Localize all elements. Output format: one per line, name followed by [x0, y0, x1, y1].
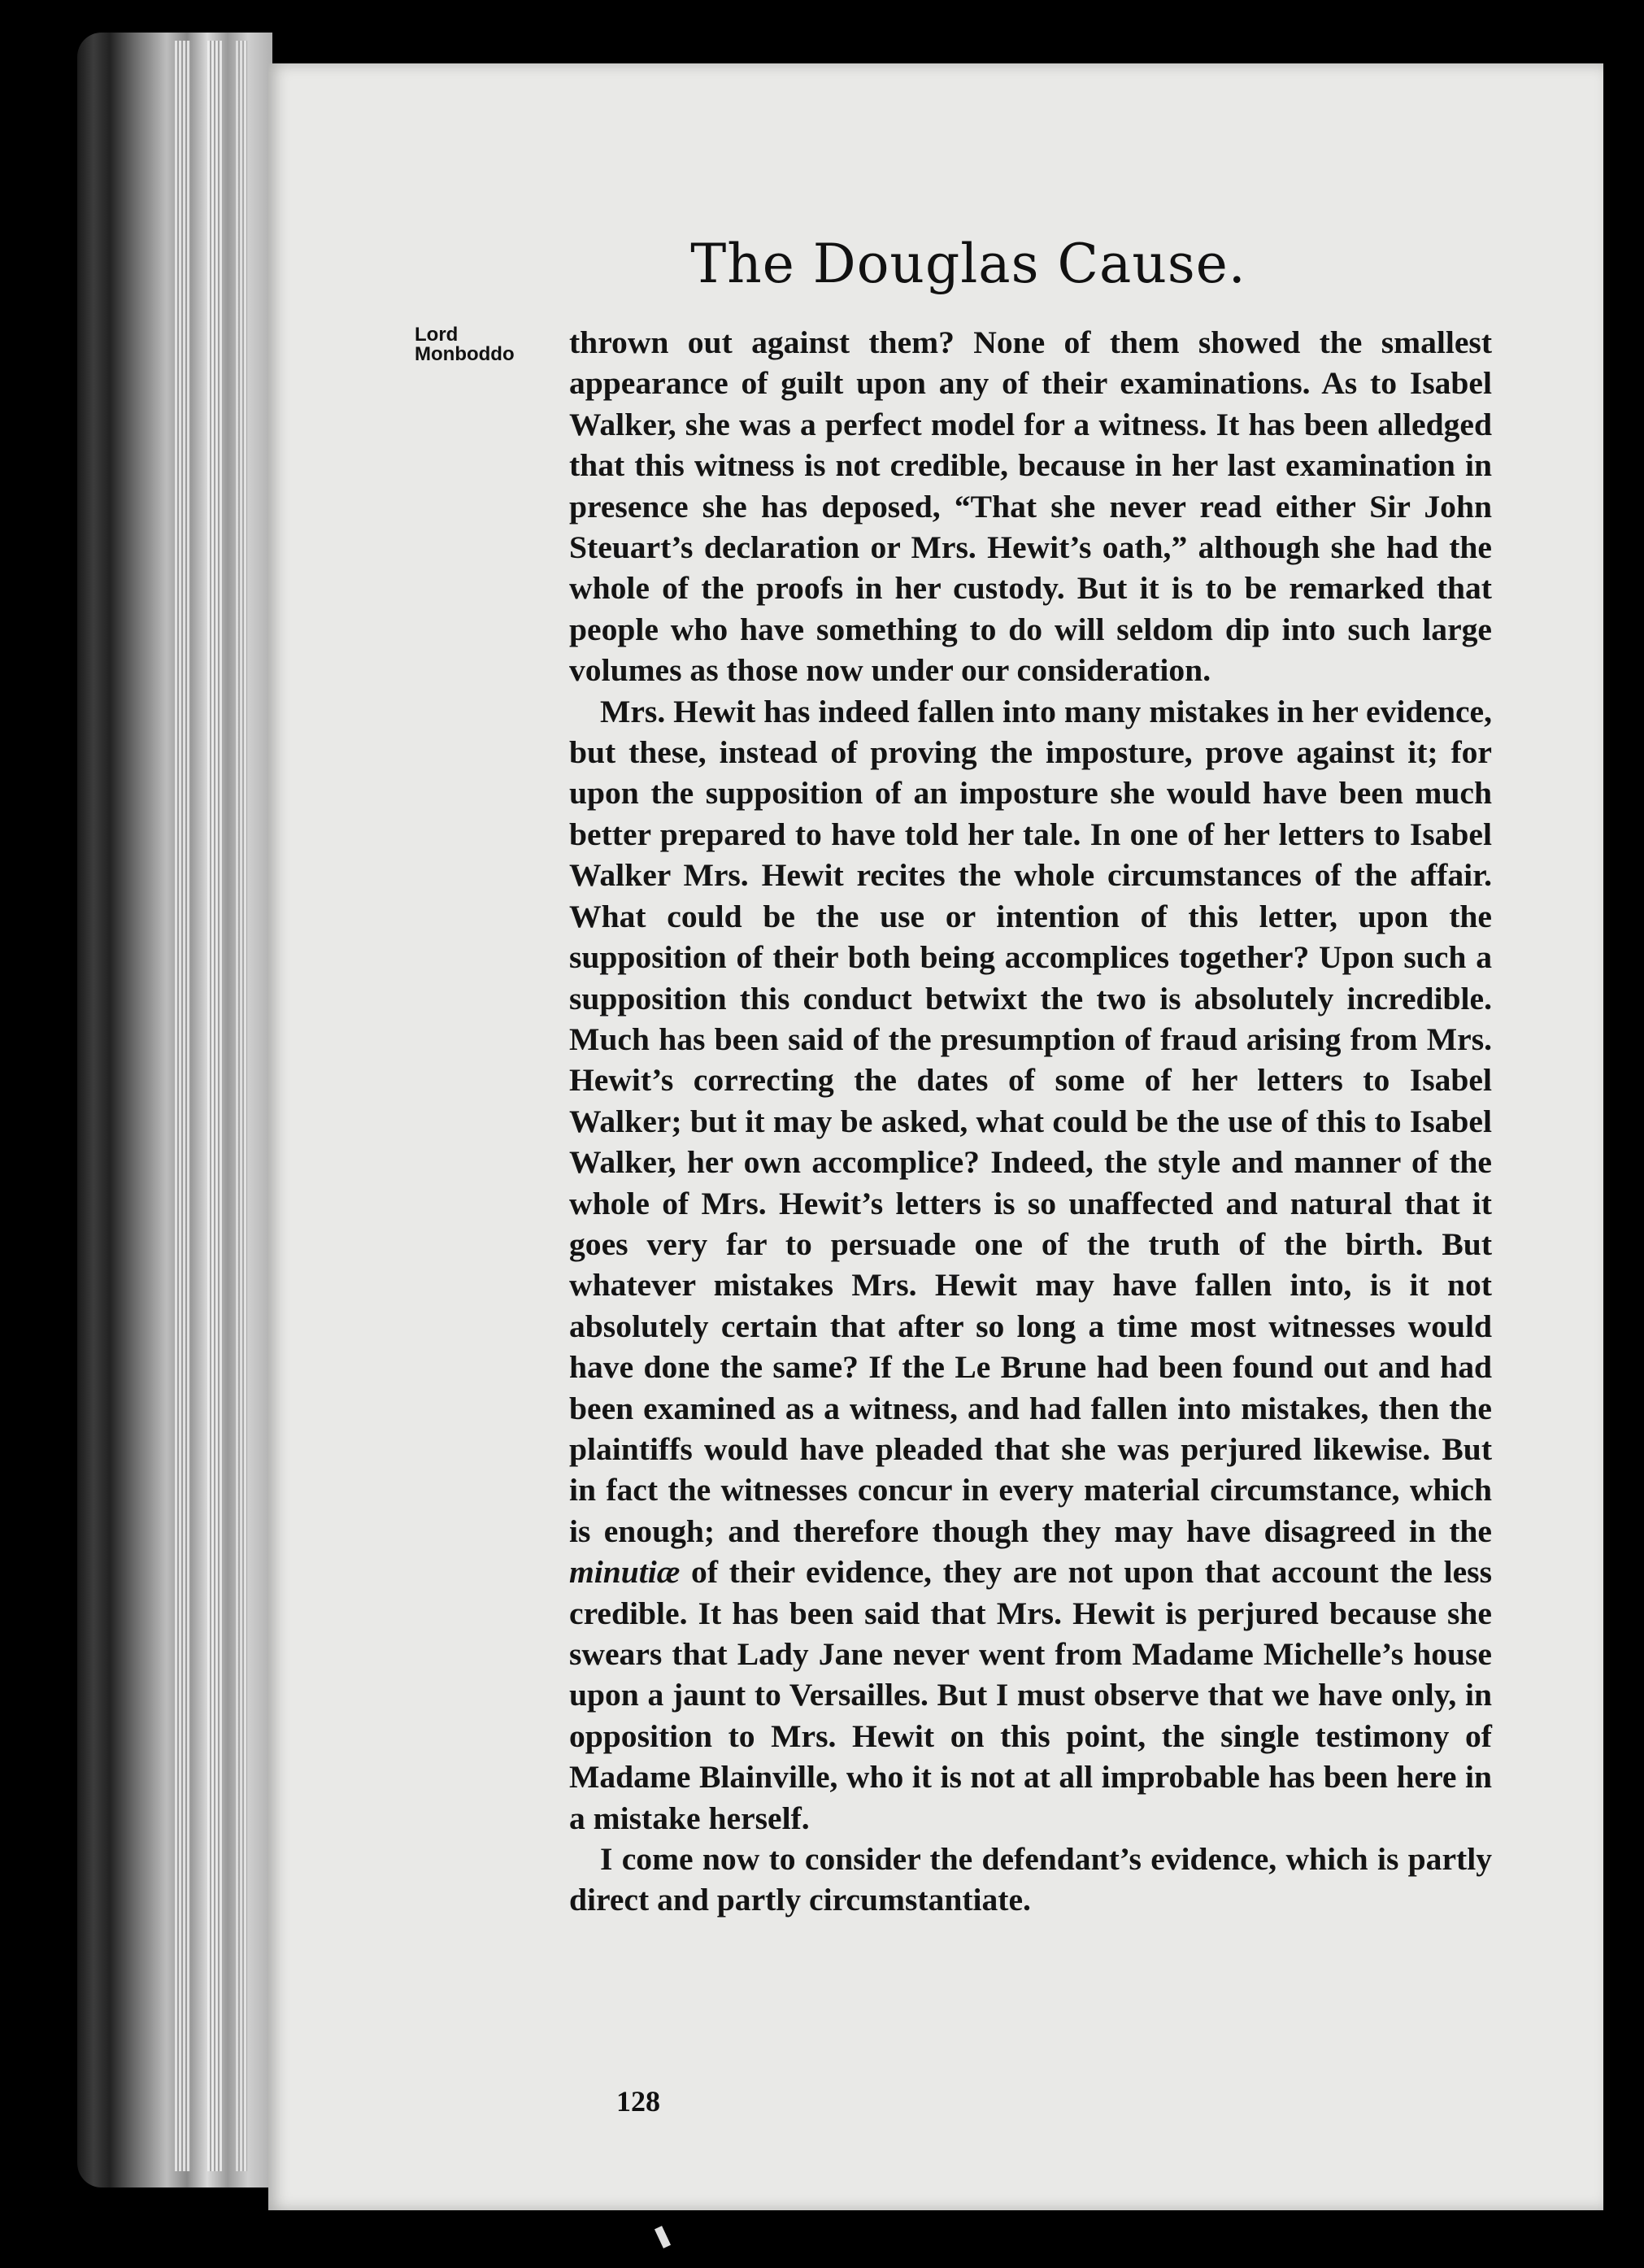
paragraph	[569, 691, 1492, 1839]
marginal-note	[415, 325, 515, 364]
paragraph-text: of their evidence, they are not upon that account the less credible. It has been said that Mrs. Hewit is perjured because she swears that Lady Jane never went from Madame Michelle’s house upon a jaunt to Versailles. But I must observe that we have only, in opposition to Mrs. Hewit on this point, the single testimony of Madame Blainville, who it is not at all improbable has been here in a mistake herself.	[569, 1554, 1492, 1836]
italic-term: minutiæ	[569, 1554, 681, 1591]
page-edges	[175, 41, 191, 2171]
page-number: 128	[616, 2085, 660, 2118]
page-edges	[207, 41, 222, 2171]
marginal-note-line: Monboddo	[415, 343, 515, 365]
marginal-note-line: Lord	[415, 324, 459, 346]
paragraph-text: Mrs. Hewit has indeed fallen into many mistakes in her evidence, but these, instead of proving the imposture, prove against it; for upon the supposition of an imposture she would have been much better prepared to have told her tale. In one of her letters to Isabel Walker Mrs. Hewit recites the whole circumstances of the affair. What could be the use or intention of this letter, upon the supposition of their both being accomplices together? Upon such a supposition this conduct betwixt the two is absolutely incredible. Much has been said of the presumption of fraud arising from Mrs. Hewit’s correcting the dates of some of her letters to Isabel Walker; but it may be asked, what could be the use of this to Isabel Walker, her own accomplice? Indeed, the style and manner of the whole of Mrs. Hewit’s letters is so unaffected and natural that it goes very far to persuade one of the truth of the birth. But whatever mistakes Mrs. Hewit may have fallen into, is it not absolutely certain that after so long a time most witnesses would have done the same? If the Le Brune had been found out and had been examined as a witness, and had fallen into mistakes, then the plaintiffs would have pleaded that she was perjured likewise. But in fact the witnesses concur in every material circumstance, which is enough; and therefore though they may have disagreed in the	[569, 693, 1492, 1549]
running-header: The Douglas Cause.	[690, 233, 1246, 295]
body-text	[569, 322, 1492, 1921]
paragraph: I come now to consider the defendant’s evidence, which is partly direct and partly circumstantiate.	[569, 1841, 1492, 1918]
scan-artifact	[655, 2226, 671, 2248]
paragraph: thrown out against them? None of them showed the smallest appearance of guilt upon any of their examinations. As to Isabel Walker, she was a perfect model for a witness. It has been alledged that this witness is not credible, because in her last examination in presence she has deposed, “That she never read either Sir John Steuart’s declaration or Mrs. Hewit’s oath,” although she had the whole of the proofs in her custody. But it is to be remarked that people who have something to do will seldom dip into such large volumes as those now under our consideration.	[569, 324, 1492, 689]
book-page	[268, 63, 1603, 2210]
page-edges	[236, 41, 247, 2171]
